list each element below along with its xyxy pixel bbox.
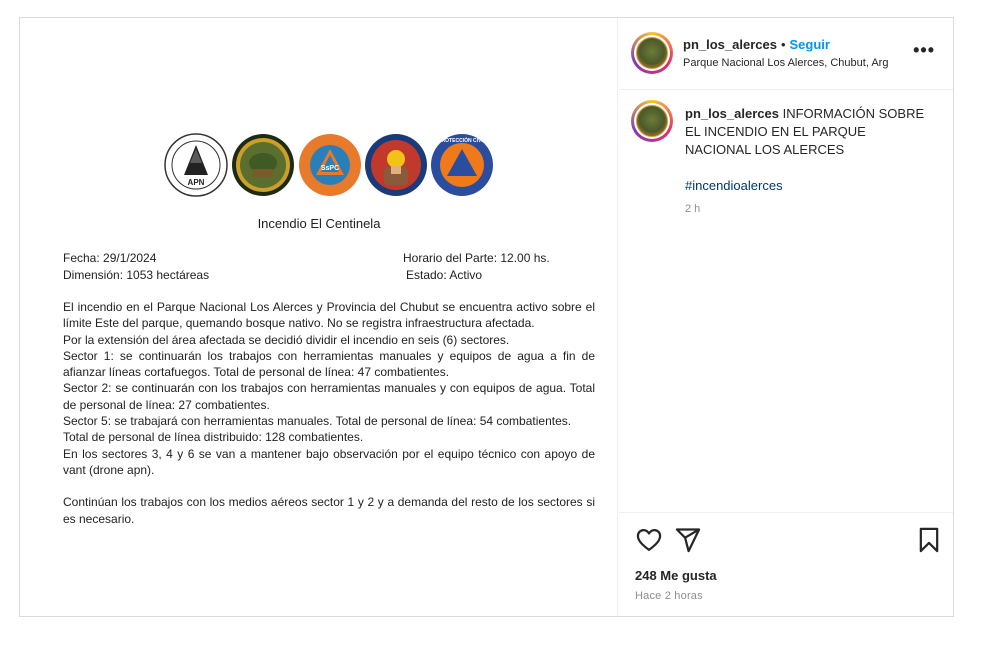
document-closing: Continúan los trabajos con los medios aéreos sector 1 y 2 y a demanda del resto de los sectores si es necesario. — [63, 495, 595, 526]
document-paragraph: Sector 1: se continuarán los trabajos con herramientas manuales y equipos de agua a fin de afianzar líneas cortafuegos. Total de personal de línea: 47 combatientes. — [63, 348, 595, 380]
likes-count[interactable]: 248 Me gusta — [635, 568, 717, 583]
apn-logo-text: APN — [187, 178, 205, 187]
document-paragraph: Total de personal de línea distribuido: 128 combatientes. — [63, 430, 364, 445]
caption-text: INFORMACIÓN SOBRE EL INCENDIO EN EL PARQUE NACIONAL LOS ALERCES — [685, 106, 925, 157]
heart-icon[interactable] — [635, 526, 663, 554]
follow-button[interactable]: Seguir — [789, 37, 830, 52]
document-dimension: Dimensión: 1053 hectáreas — [63, 268, 210, 282]
post-card — [19, 17, 954, 617]
document-paragraph: Sector 2: se continuarán con los trabajos con herramientas manuales y con equipos de agua. Total de personal de línea: 27 combatientes. — [63, 381, 595, 412]
more-icon[interactable]: ••• — [913, 40, 935, 60]
avatar[interactable] — [631, 32, 673, 74]
proteccion-civil-logo — [430, 133, 494, 197]
hashtag-link[interactable]: #incendioalerces — [685, 178, 783, 193]
firefighter-logo — [364, 133, 428, 197]
bookmark-icon[interactable] — [915, 526, 943, 554]
sspc-logo-text: SsPC — [320, 165, 340, 172]
post-image[interactable] — [20, 18, 618, 616]
brigade-logo — [231, 133, 295, 197]
post-header — [619, 18, 953, 90]
document-body — [63, 299, 595, 527]
separator-dot: • — [780, 37, 786, 52]
caption-timestamp: 2 h — [685, 203, 701, 215]
apn-logo — [164, 133, 228, 197]
caption — [685, 105, 935, 159]
post-timestamp: Hace 2 horas — [635, 590, 703, 602]
header-username[interactable]: pn_los_alerces — [683, 37, 777, 52]
document-paragraph: Sector 5: se trabajará con herramientas manuales. Total de personal de línea: 54 combatientes. — [63, 414, 572, 429]
document-paragraph: El incendio en el Parque Nacional Los Alerces y Provincia del Chubut se encuentra activo sobre el límite Este del parque, quemando bosque nativo. No se registra infraestructura afectada. — [63, 300, 595, 331]
document-horario: Horario del Parte: 12.00 hs. — [403, 251, 550, 265]
header-user-line — [683, 36, 830, 54]
caption-avatar[interactable] — [631, 100, 673, 142]
post-sidebar — [619, 18, 953, 616]
paragraph-gap — [63, 478, 595, 494]
document-estado: Estado: Activo — [406, 268, 483, 282]
paper-plane-icon[interactable] — [674, 526, 702, 554]
divider — [619, 512, 953, 513]
document-paragraph: En los sectores 3, 4 y 6 se van a mantener bajo observación por el equipo técnico con apoyo de vant (drone apn). — [63, 446, 595, 477]
document-paragraph: Por la extensión del área afectada se decidió dividir el incendio en seis (6) sectores. — [63, 332, 510, 347]
sspc-logo — [298, 133, 362, 197]
document-title: Incendio El Centinela — [257, 216, 381, 231]
location-link[interactable]: Parque Nacional Los Alerces, Chubut, Arg — [683, 57, 889, 69]
logos-strip — [164, 133, 496, 203]
pc-logo-text: PROTECCIÓN CIVIL — [438, 138, 486, 144]
caption-username[interactable]: pn_los_alerces — [685, 106, 779, 121]
document-fecha: Fecha: 29/1/2024 — [63, 251, 157, 265]
